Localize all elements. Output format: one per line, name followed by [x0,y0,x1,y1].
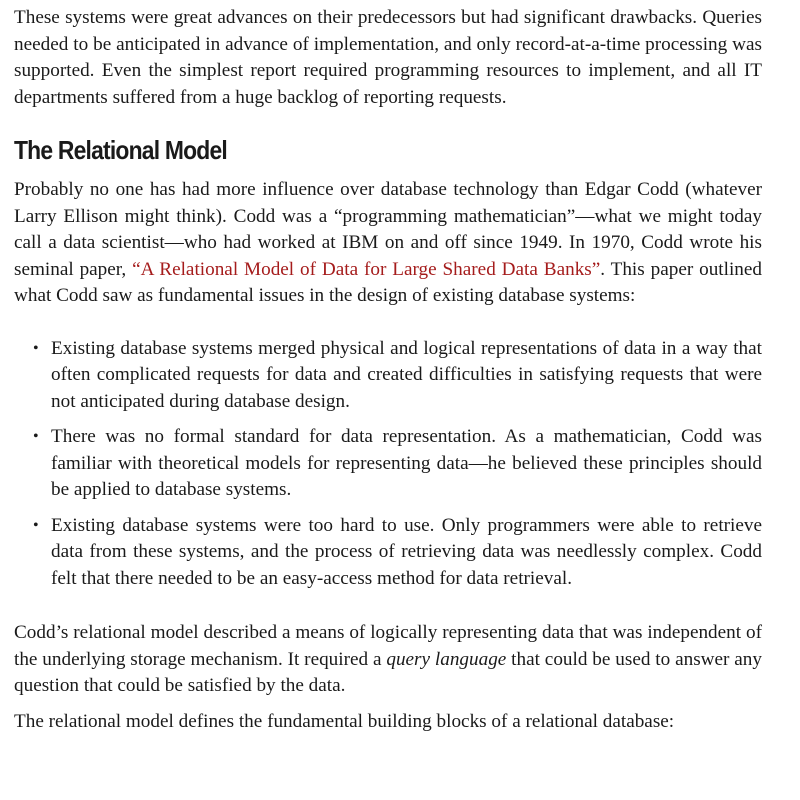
issues-list [14,336,762,593]
query-language-term: query language [386,648,507,670]
list-item-text: Existing database systems merged physical and logical representations of data in a way that often complicated requests for data and created difficulties in satisfying requests that were not anticipated during database design. [51,337,762,412]
model-text-after-em: that could be used to answer any question that could be satisfied by the data. [14,648,762,696]
codd-text-after-link: . This paper outlined what Codd saw as fundamental issues in the design of existing database systems: [14,258,762,306]
model-text-before-em: Codd’s relational model described a means of logically representing data that was independent of the underlying storage mechanism. It required a [14,622,762,670]
list-item [14,336,762,416]
model-paragraph [14,620,762,700]
intro-paragraph: These systems were great advances on their predecessors but had significant drawbacks. Queries needed to be anticipated in advance of implementation, and only record-at-a-time processing was supported. Even the simplest report required programming resources to implement, and all IT departments suffered from a huge backlog of reporting requests. [14,7,762,108]
document-page [14,0,762,735]
list-item-text: Existing database systems were too hard to use. Only programmers were able to retrieve data from these systems, and the process of retrieving data was needlessly complex. Codd felt that there needed to be an easy-access method for data retrieval. [51,514,762,589]
list-item [14,513,762,593]
list-item-text: There was no formal standard for data representation. As a mathematician, Codd was familiar with theoretical models for representing data—he believed these principles should be applied to database systems. [51,426,762,500]
codd-text-before-link: Probably no one has had more influence over database technology than Edgar Codd (whatever Larry Ellison might think). Codd was a “programming mathematician”—what we might today call a data scientist—who had worked at IBM on and off since 1949. In 1970, Codd wrote his seminal paper, [14,179,762,280]
bullet-icon: • [33,428,39,445]
list-item [14,424,762,504]
bullet-icon: • [33,516,39,534]
bullet-icon: • [33,339,39,357]
paper-link[interactable]: “A Relational Model of Data for Large Shared Data Banks” [132,258,601,280]
final-paragraph: The relational model defines the fundamental building blocks of a relational database: [14,710,675,732]
section-heading: The Relational Model [14,135,227,165]
codd-paragraph [14,177,762,310]
